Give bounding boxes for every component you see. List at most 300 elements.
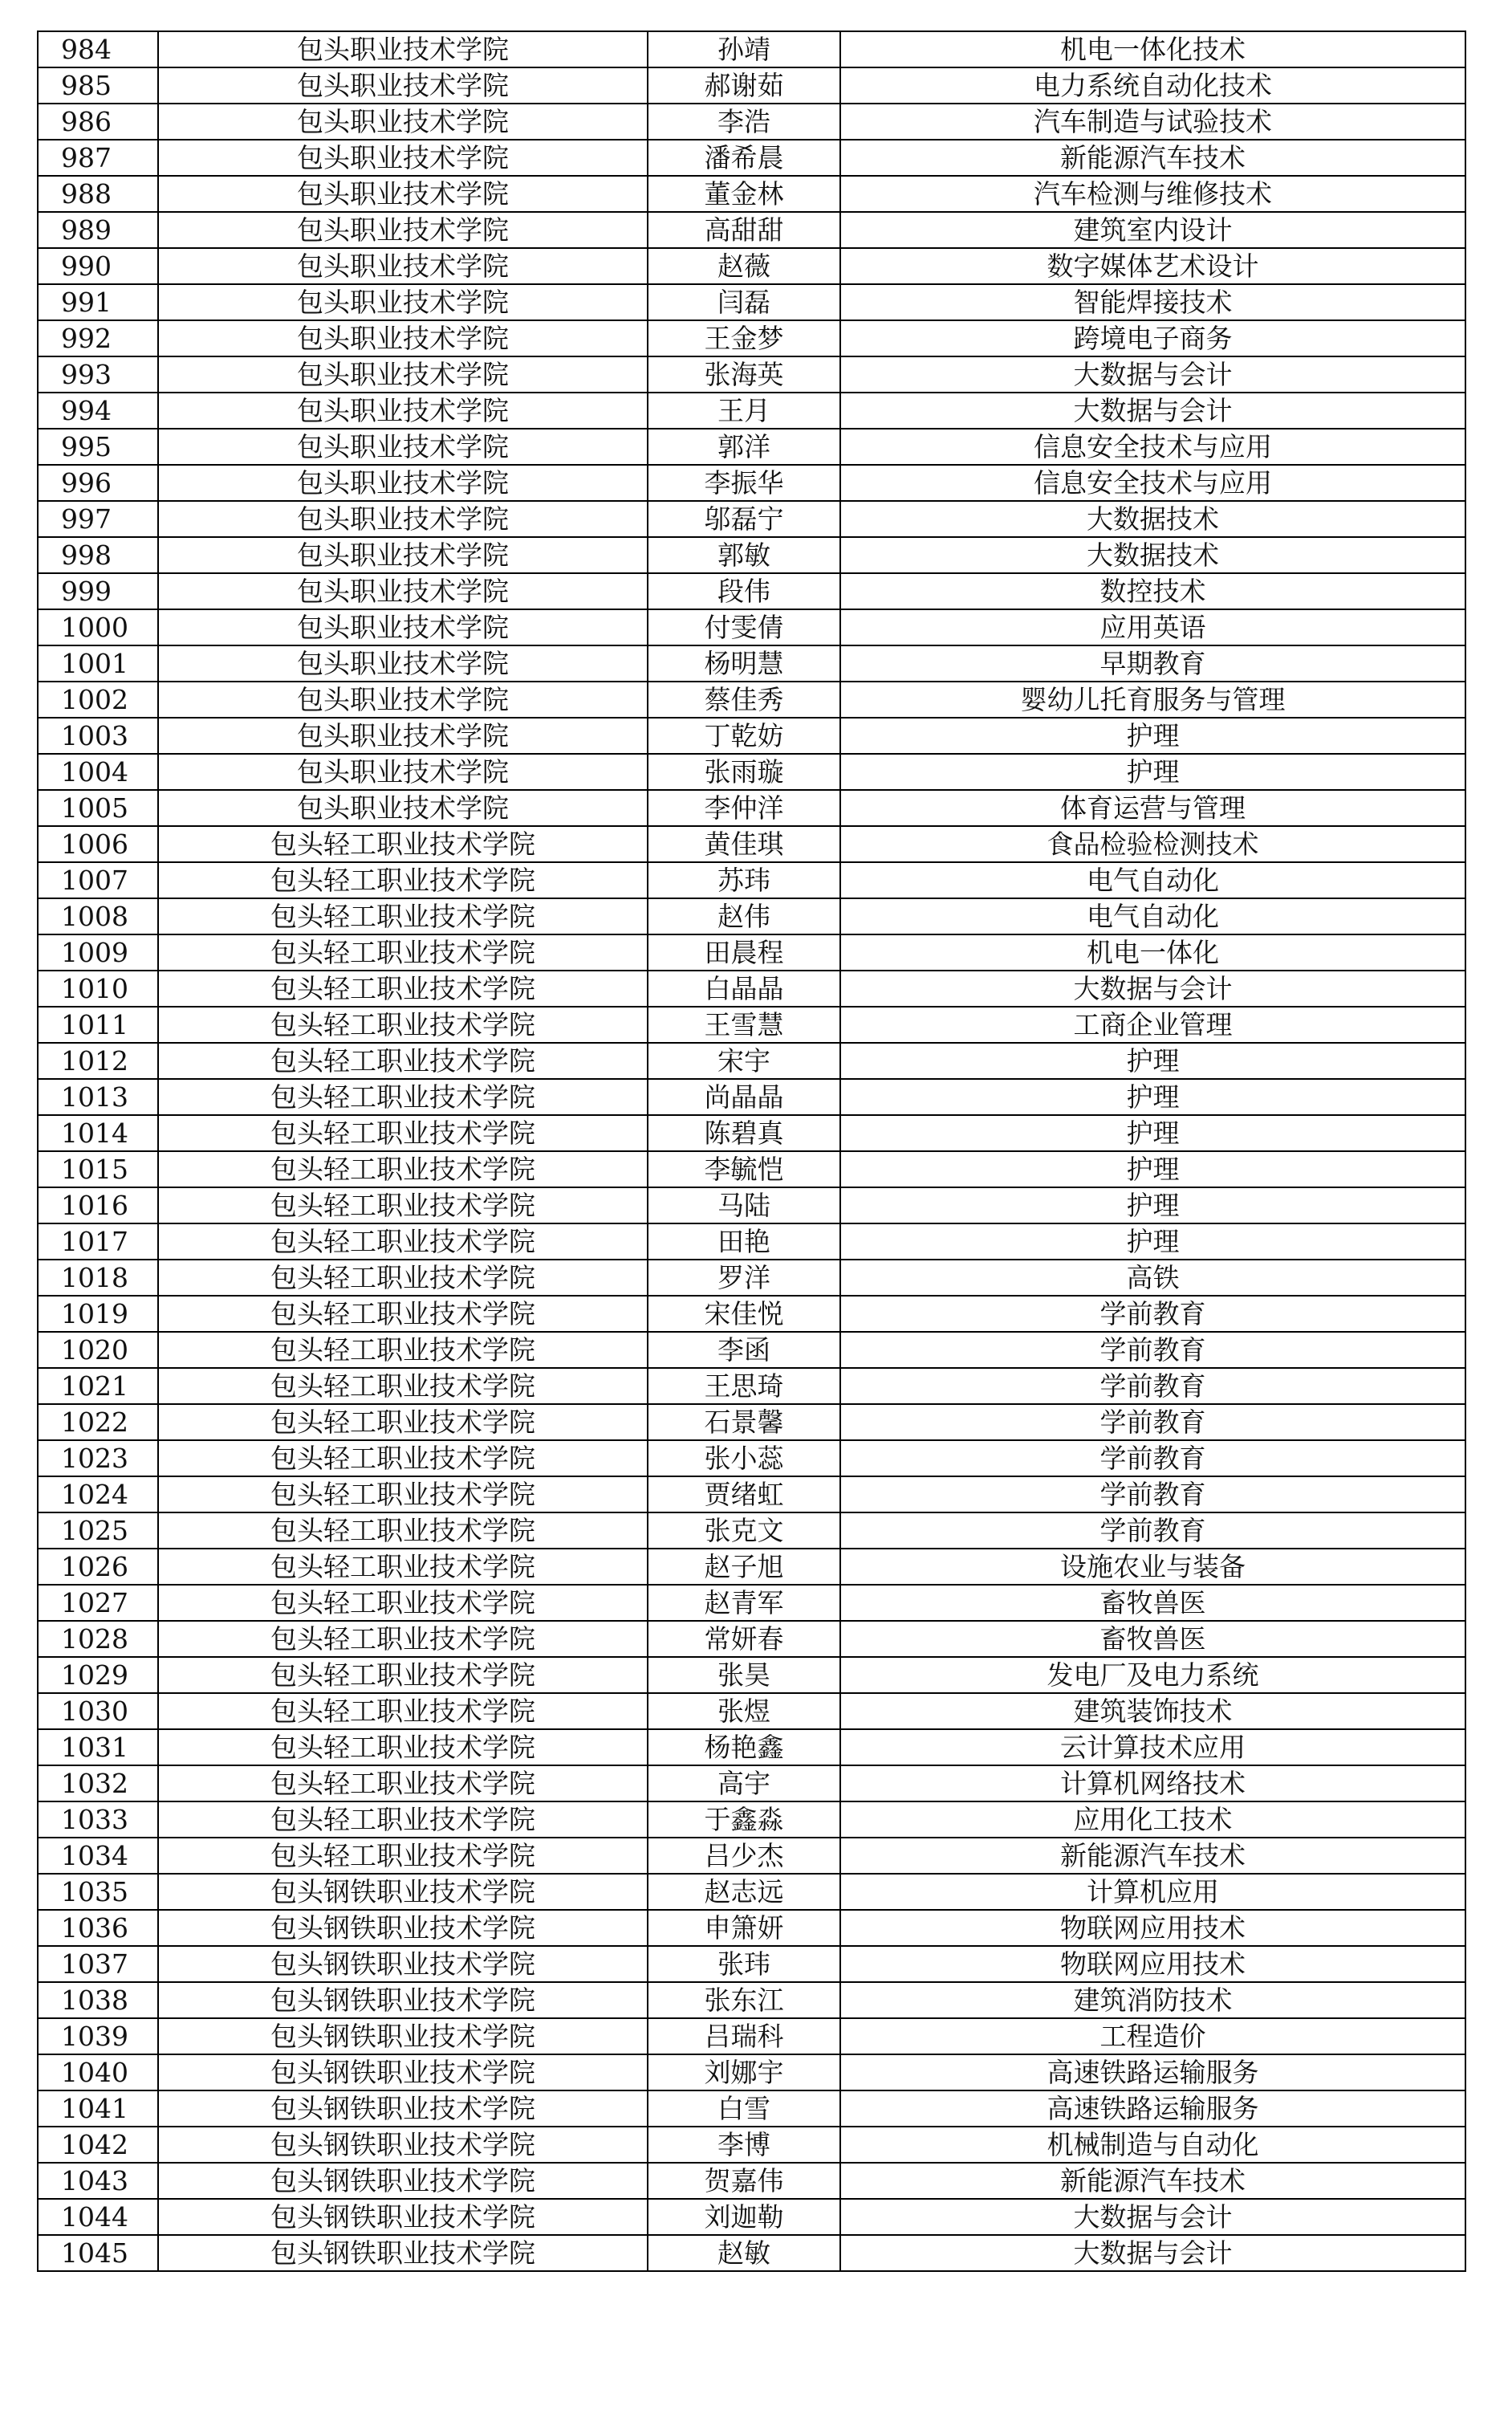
student-name-cell: 蔡佳秀: [648, 682, 840, 718]
roster-table: [37, 31, 1466, 2272]
school-cell: 包头轻工职业技术学院: [158, 898, 648, 934]
row-number-cell: 1021: [38, 1368, 158, 1404]
school-cell: 包头职业技术学院: [158, 356, 648, 393]
student-name-cell: 张玮: [648, 1946, 840, 1982]
row-number-cell: 986: [38, 104, 158, 140]
student-name-cell: 赵伟: [648, 898, 840, 934]
student-name-cell: 潘希晨: [648, 140, 840, 176]
major-cell: 工程造价: [840, 2018, 1465, 2054]
student-name-cell: 贺嘉伟: [648, 2163, 840, 2199]
school-cell: 包头职业技术学院: [158, 140, 648, 176]
table-row: [38, 104, 1465, 140]
major-cell: 发电厂及电力系统: [840, 1657, 1465, 1693]
student-name-cell: 邬磊宁: [648, 501, 840, 537]
student-name-cell: 申箫妍: [648, 1910, 840, 1946]
table-row: [38, 67, 1465, 104]
row-number-cell: 1006: [38, 826, 158, 862]
table-row: [38, 1838, 1465, 1874]
table-row: [38, 284, 1465, 320]
table-row: [38, 1621, 1465, 1657]
table-row: [38, 501, 1465, 537]
major-cell: 学前教育: [840, 1404, 1465, 1440]
table-row: [38, 1332, 1465, 1368]
row-number-cell: 1038: [38, 1982, 158, 2018]
table-row: [38, 1187, 1465, 1223]
major-cell: 应用英语: [840, 609, 1465, 645]
row-number-cell: 1016: [38, 1187, 158, 1223]
row-number-cell: 1008: [38, 898, 158, 934]
student-name-cell: 田晨程: [648, 934, 840, 971]
major-cell: 电力系统自动化技术: [840, 67, 1465, 104]
major-cell: 机电一体化: [840, 934, 1465, 971]
table-row: [38, 2163, 1465, 2199]
student-name-cell: 高宇: [648, 1765, 840, 1801]
school-cell: 包头轻工职业技术学院: [158, 1693, 648, 1729]
table-row: [38, 1223, 1465, 1260]
table-row: [38, 2235, 1465, 2271]
school-cell: 包头职业技术学院: [158, 645, 648, 682]
major-cell: 大数据技术: [840, 537, 1465, 573]
table-row: [38, 1693, 1465, 1729]
school-cell: 包头职业技术学院: [158, 320, 648, 356]
student-name-cell: 段伟: [648, 573, 840, 609]
school-cell: 包头轻工职业技术学院: [158, 1115, 648, 1151]
school-cell: 包头轻工职业技术学院: [158, 1585, 648, 1621]
student-name-cell: 吕瑞科: [648, 2018, 840, 2054]
table-row: [38, 1007, 1465, 1043]
student-name-cell: 赵薇: [648, 248, 840, 284]
major-cell: 机电一体化技术: [840, 31, 1465, 67]
school-cell: 包头轻工职业技术学院: [158, 1368, 648, 1404]
row-number-cell: 1029: [38, 1657, 158, 1693]
major-cell: 畜牧兽医: [840, 1585, 1465, 1621]
student-name-cell: 王金梦: [648, 320, 840, 356]
school-cell: 包头轻工职业技术学院: [158, 862, 648, 898]
student-name-cell: 张东江: [648, 1982, 840, 2018]
table-row: [38, 1874, 1465, 1910]
major-cell: 数控技术: [840, 573, 1465, 609]
school-cell: 包头职业技术学院: [158, 573, 648, 609]
school-cell: 包头轻工职业技术学院: [158, 1223, 648, 1260]
row-number-cell: 997: [38, 501, 158, 537]
major-cell: 智能焊接技术: [840, 284, 1465, 320]
school-cell: 包头轻工职业技术学院: [158, 1440, 648, 1476]
school-cell: 包头轻工职业技术学院: [158, 1512, 648, 1549]
major-cell: 大数据与会计: [840, 356, 1465, 393]
school-cell: 包头职业技术学院: [158, 31, 648, 67]
table-row: [38, 934, 1465, 971]
school-cell: 包头轻工职业技术学院: [158, 1549, 648, 1585]
school-cell: 包头轻工职业技术学院: [158, 1765, 648, 1801]
student-name-cell: 张海英: [648, 356, 840, 393]
major-cell: 大数据与会计: [840, 2199, 1465, 2235]
major-cell: 学前教育: [840, 1476, 1465, 1512]
student-name-cell: 白晶晶: [648, 971, 840, 1007]
row-number-cell: 1023: [38, 1440, 158, 1476]
row-number-cell: 1026: [38, 1549, 158, 1585]
row-number-cell: 1033: [38, 1801, 158, 1838]
table-row: [38, 1946, 1465, 1982]
row-number-cell: 1036: [38, 1910, 158, 1946]
major-cell: 学前教育: [840, 1512, 1465, 1549]
table-row: [38, 1765, 1465, 1801]
table-row: [38, 393, 1465, 429]
row-number-cell: 987: [38, 140, 158, 176]
major-cell: 畜牧兽医: [840, 1621, 1465, 1657]
table-row: [38, 898, 1465, 934]
school-cell: 包头职业技术学院: [158, 212, 648, 248]
school-cell: 包头职业技术学院: [158, 609, 648, 645]
school-cell: 包头钢铁职业技术学院: [158, 1874, 648, 1910]
row-number-cell: 1015: [38, 1151, 158, 1187]
table-row: [38, 682, 1465, 718]
row-number-cell: 1024: [38, 1476, 158, 1512]
table-row: [38, 1910, 1465, 1946]
row-number-cell: 1018: [38, 1260, 158, 1296]
row-number-cell: 1012: [38, 1043, 158, 1079]
major-cell: 建筑消防技术: [840, 1982, 1465, 2018]
row-number-cell: 988: [38, 176, 158, 212]
row-number-cell: 984: [38, 31, 158, 67]
table-row: [38, 2127, 1465, 2163]
table-row: [38, 1151, 1465, 1187]
row-number-cell: 1004: [38, 754, 158, 790]
school-cell: 包头轻工职业技术学院: [158, 1043, 648, 1079]
row-number-cell: 1022: [38, 1404, 158, 1440]
student-name-cell: 宋宇: [648, 1043, 840, 1079]
student-name-cell: 尚晶晶: [648, 1079, 840, 1115]
school-cell: 包头职业技术学院: [158, 790, 648, 826]
major-cell: 建筑装饰技术: [840, 1693, 1465, 1729]
student-name-cell: 郭洋: [648, 429, 840, 465]
row-number-cell: 1005: [38, 790, 158, 826]
table-row: [38, 1115, 1465, 1151]
school-cell: 包头职业技术学院: [158, 718, 648, 754]
student-name-cell: 张煜: [648, 1693, 840, 1729]
school-cell: 包头钢铁职业技术学院: [158, 2090, 648, 2127]
table-row: [38, 1079, 1465, 1115]
row-number-cell: 994: [38, 393, 158, 429]
student-name-cell: 郝谢茹: [648, 67, 840, 104]
student-name-cell: 李博: [648, 2127, 840, 2163]
row-number-cell: 1037: [38, 1946, 158, 1982]
school-cell: 包头职业技术学院: [158, 501, 648, 537]
major-cell: 高铁: [840, 1260, 1465, 1296]
table-row: [38, 1296, 1465, 1332]
table-row: [38, 31, 1465, 67]
row-number-cell: 1011: [38, 1007, 158, 1043]
major-cell: 护理: [840, 1079, 1465, 1115]
major-cell: 护理: [840, 1187, 1465, 1223]
major-cell: 护理: [840, 1115, 1465, 1151]
table-row: [38, 862, 1465, 898]
school-cell: 包头钢铁职业技术学院: [158, 2199, 648, 2235]
student-name-cell: 张雨璇: [648, 754, 840, 790]
row-number-cell: 990: [38, 248, 158, 284]
school-cell: 包头职业技术学院: [158, 67, 648, 104]
row-number-cell: 1028: [38, 1621, 158, 1657]
student-name-cell: 赵子旭: [648, 1549, 840, 1585]
student-name-cell: 杨艳鑫: [648, 1729, 840, 1765]
row-number-cell: 1020: [38, 1332, 158, 1368]
row-number-cell: 1035: [38, 1874, 158, 1910]
school-cell: 包头职业技术学院: [158, 176, 648, 212]
major-cell: 信息安全技术与应用: [840, 429, 1465, 465]
table-row: [38, 609, 1465, 645]
school-cell: 包头轻工职业技术学院: [158, 1260, 648, 1296]
school-cell: 包头职业技术学院: [158, 104, 648, 140]
row-number-cell: 1043: [38, 2163, 158, 2199]
major-cell: 护理: [840, 1151, 1465, 1187]
major-cell: 大数据与会计: [840, 393, 1465, 429]
student-name-cell: 常妍春: [648, 1621, 840, 1657]
major-cell: 数字媒体艺术设计: [840, 248, 1465, 284]
table-row: [38, 790, 1465, 826]
school-cell: 包头钢铁职业技术学院: [158, 2235, 648, 2271]
major-cell: 早期教育: [840, 645, 1465, 682]
major-cell: 汽车检测与维修技术: [840, 176, 1465, 212]
school-cell: 包头轻工职业技术学院: [158, 1729, 648, 1765]
table-row: [38, 1657, 1465, 1693]
major-cell: 护理: [840, 754, 1465, 790]
student-name-cell: 罗洋: [648, 1260, 840, 1296]
school-cell: 包头职业技术学院: [158, 682, 648, 718]
major-cell: 体育运营与管理: [840, 790, 1465, 826]
student-name-cell: 丁乾妨: [648, 718, 840, 754]
school-cell: 包头轻工职业技术学院: [158, 1296, 648, 1332]
major-cell: 设施农业与装备: [840, 1549, 1465, 1585]
table-row: [38, 429, 1465, 465]
row-number-cell: 1027: [38, 1585, 158, 1621]
table-row: [38, 1982, 1465, 2018]
row-number-cell: 1000: [38, 609, 158, 645]
row-number-cell: 1017: [38, 1223, 158, 1260]
school-cell: 包头轻工职业技术学院: [158, 1404, 648, 1440]
major-cell: 应用化工技术: [840, 1801, 1465, 1838]
table-row: [38, 971, 1465, 1007]
row-number-cell: 1031: [38, 1729, 158, 1765]
school-cell: 包头轻工职业技术学院: [158, 1187, 648, 1223]
table-row: [38, 2199, 1465, 2235]
school-cell: 包头钢铁职业技术学院: [158, 1946, 648, 1982]
row-number-cell: 1039: [38, 2018, 158, 2054]
student-name-cell: 李振华: [648, 465, 840, 501]
table-row: [38, 1404, 1465, 1440]
student-name-cell: 白雪: [648, 2090, 840, 2127]
school-cell: 包头职业技术学院: [158, 429, 648, 465]
row-number-cell: 985: [38, 67, 158, 104]
table-row: [38, 356, 1465, 393]
major-cell: 计算机网络技术: [840, 1765, 1465, 1801]
school-cell: 包头钢铁职业技术学院: [158, 1910, 648, 1946]
school-cell: 包头轻工职业技术学院: [158, 1801, 648, 1838]
table-row: [38, 537, 1465, 573]
student-name-cell: 郭敏: [648, 537, 840, 573]
school-cell: 包头轻工职业技术学院: [158, 971, 648, 1007]
row-number-cell: 1001: [38, 645, 158, 682]
major-cell: 汽车制造与试验技术: [840, 104, 1465, 140]
school-cell: 包头轻工职业技术学院: [158, 1332, 648, 1368]
table-row: [38, 1585, 1465, 1621]
student-name-cell: 田艳: [648, 1223, 840, 1260]
row-number-cell: 1045: [38, 2235, 158, 2271]
student-name-cell: 张昊: [648, 1657, 840, 1693]
row-number-cell: 1044: [38, 2199, 158, 2235]
table-row: [38, 1440, 1465, 1476]
school-cell: 包头职业技术学院: [158, 465, 648, 501]
school-cell: 包头钢铁职业技术学院: [158, 2163, 648, 2199]
school-cell: 包头轻工职业技术学院: [158, 1007, 648, 1043]
major-cell: 物联网应用技术: [840, 1946, 1465, 1982]
student-name-cell: 李浩: [648, 104, 840, 140]
school-cell: 包头钢铁职业技术学院: [158, 2018, 648, 2054]
table-row: [38, 645, 1465, 682]
student-name-cell: 张小蕊: [648, 1440, 840, 1476]
student-name-cell: 董金林: [648, 176, 840, 212]
school-cell: 包头职业技术学院: [158, 537, 648, 573]
major-cell: 学前教育: [840, 1332, 1465, 1368]
table-row: [38, 1729, 1465, 1765]
table-row: [38, 212, 1465, 248]
major-cell: 学前教育: [840, 1296, 1465, 1332]
student-name-cell: 李毓恺: [648, 1151, 840, 1187]
row-number-cell: 1013: [38, 1079, 158, 1115]
student-name-cell: 吕少杰: [648, 1838, 840, 1874]
major-cell: 食品检验检测技术: [840, 826, 1465, 862]
student-name-cell: 王月: [648, 393, 840, 429]
major-cell: 新能源汽车技术: [840, 1838, 1465, 1874]
row-number-cell: 1032: [38, 1765, 158, 1801]
student-name-cell: 于鑫淼: [648, 1801, 840, 1838]
table-row: [38, 465, 1465, 501]
table-row: [38, 2090, 1465, 2127]
major-cell: 护理: [840, 1223, 1465, 1260]
major-cell: 电气自动化: [840, 898, 1465, 934]
table-row: [38, 1801, 1465, 1838]
student-name-cell: 刘迦勒: [648, 2199, 840, 2235]
school-cell: 包头轻工职业技术学院: [158, 826, 648, 862]
major-cell: 大数据与会计: [840, 971, 1465, 1007]
student-name-cell: 闫磊: [648, 284, 840, 320]
major-cell: 工商企业管理: [840, 1007, 1465, 1043]
school-cell: 包头职业技术学院: [158, 248, 648, 284]
school-cell: 包头轻工职业技术学院: [158, 1657, 648, 1693]
row-number-cell: 996: [38, 465, 158, 501]
school-cell: 包头钢铁职业技术学院: [158, 2054, 648, 2090]
table-row: [38, 248, 1465, 284]
row-number-cell: 991: [38, 284, 158, 320]
major-cell: 跨境电子商务: [840, 320, 1465, 356]
table-row: [38, 573, 1465, 609]
student-name-cell: 陈碧真: [648, 1115, 840, 1151]
major-cell: 婴幼儿托育服务与管理: [840, 682, 1465, 718]
major-cell: 云计算技术应用: [840, 1729, 1465, 1765]
student-name-cell: 赵青军: [648, 1585, 840, 1621]
row-number-cell: 989: [38, 212, 158, 248]
row-number-cell: 1042: [38, 2127, 158, 2163]
table-row: [38, 1368, 1465, 1404]
school-cell: 包头轻工职业技术学院: [158, 934, 648, 971]
major-cell: 机械制造与自动化: [840, 2127, 1465, 2163]
school-cell: 包头职业技术学院: [158, 754, 648, 790]
student-name-cell: 赵敏: [648, 2235, 840, 2271]
row-number-cell: 1019: [38, 1296, 158, 1332]
student-name-cell: 王雪慧: [648, 1007, 840, 1043]
school-cell: 包头职业技术学院: [158, 393, 648, 429]
table-row: [38, 1549, 1465, 1585]
row-number-cell: 1002: [38, 682, 158, 718]
major-cell: 护理: [840, 1043, 1465, 1079]
student-name-cell: 马陆: [648, 1187, 840, 1223]
major-cell: 学前教育: [840, 1440, 1465, 1476]
student-name-cell: 苏玮: [648, 862, 840, 898]
table-row: [38, 718, 1465, 754]
school-cell: 包头轻工职业技术学院: [158, 1079, 648, 1115]
row-number-cell: 1040: [38, 2054, 158, 2090]
student-name-cell: 付雯倩: [648, 609, 840, 645]
major-cell: 高速铁路运输服务: [840, 2090, 1465, 2127]
school-cell: 包头轻工职业技术学院: [158, 1476, 648, 1512]
table-row: [38, 2054, 1465, 2090]
table-row: [38, 320, 1465, 356]
major-cell: 计算机应用: [840, 1874, 1465, 1910]
row-number-cell: 999: [38, 573, 158, 609]
table-row: [38, 826, 1465, 862]
row-number-cell: 1009: [38, 934, 158, 971]
major-cell: 大数据与会计: [840, 2235, 1465, 2271]
row-number-cell: 998: [38, 537, 158, 573]
student-name-cell: 张克文: [648, 1512, 840, 1549]
row-number-cell: 993: [38, 356, 158, 393]
student-name-cell: 杨明慧: [648, 645, 840, 682]
row-number-cell: 1034: [38, 1838, 158, 1874]
school-cell: 包头钢铁职业技术学院: [158, 2127, 648, 2163]
student-name-cell: 赵志远: [648, 1874, 840, 1910]
student-name-cell: 孙靖: [648, 31, 840, 67]
table-row: [38, 1512, 1465, 1549]
school-cell: 包头轻工职业技术学院: [158, 1621, 648, 1657]
table-row: [38, 1260, 1465, 1296]
row-number-cell: 1003: [38, 718, 158, 754]
major-cell: 建筑室内设计: [840, 212, 1465, 248]
school-cell: 包头轻工职业技术学院: [158, 1151, 648, 1187]
student-name-cell: 石景馨: [648, 1404, 840, 1440]
major-cell: 新能源汽车技术: [840, 140, 1465, 176]
student-name-cell: 贾绪虹: [648, 1476, 840, 1512]
row-number-cell: 1030: [38, 1693, 158, 1729]
row-number-cell: 995: [38, 429, 158, 465]
major-cell: 信息安全技术与应用: [840, 465, 1465, 501]
roster-table-body: [38, 31, 1465, 2271]
major-cell: 电气自动化: [840, 862, 1465, 898]
major-cell: 新能源汽车技术: [840, 2163, 1465, 2199]
major-cell: 学前教育: [840, 1368, 1465, 1404]
school-cell: 包头轻工职业技术学院: [158, 1838, 648, 1874]
student-name-cell: 宋佳悦: [648, 1296, 840, 1332]
student-name-cell: 王思琦: [648, 1368, 840, 1404]
major-cell: 高速铁路运输服务: [840, 2054, 1465, 2090]
row-number-cell: 1007: [38, 862, 158, 898]
table-row: [38, 1043, 1465, 1079]
row-number-cell: 1041: [38, 2090, 158, 2127]
table-row: [38, 176, 1465, 212]
row-number-cell: 992: [38, 320, 158, 356]
major-cell: 物联网应用技术: [840, 1910, 1465, 1946]
row-number-cell: 1010: [38, 971, 158, 1007]
row-number-cell: 1025: [38, 1512, 158, 1549]
major-cell: 大数据技术: [840, 501, 1465, 537]
student-name-cell: 刘娜宇: [648, 2054, 840, 2090]
